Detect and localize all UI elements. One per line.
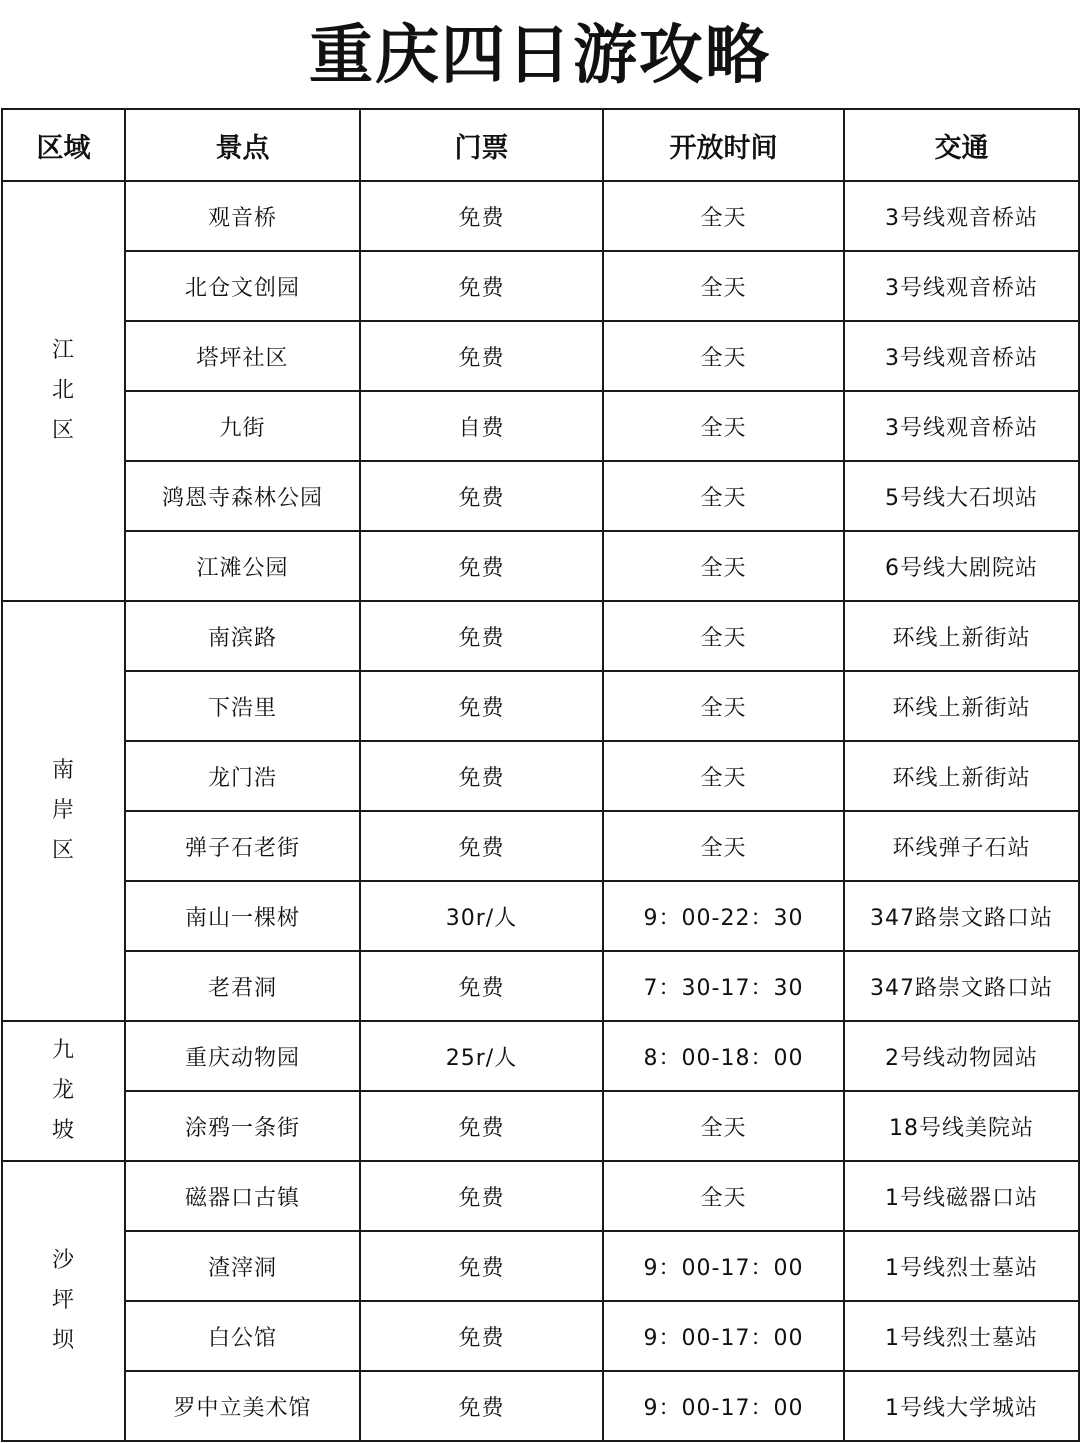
table-row (2, 321, 1079, 391)
hours-cell: 9：00-17：00 (603, 1371, 844, 1441)
region-cell (2, 601, 125, 1021)
hours-cell: 9：00-22：30 (603, 881, 844, 951)
spot-cell: 罗中立美术馆 (125, 1371, 360, 1441)
ticket-cell: 免费 (360, 181, 603, 251)
table-row (2, 881, 1079, 951)
transport-cell: 18号线美院站 (844, 1091, 1079, 1161)
spot-cell: 龙门浩 (125, 741, 360, 811)
hours-cell: 全天 (603, 601, 844, 671)
hours-cell: 全天 (603, 391, 844, 461)
hours-cell: 全天 (603, 251, 844, 321)
ticket-cell: 自费 (360, 391, 603, 461)
ticket-cell: 免费 (360, 1231, 603, 1301)
region-name: 江北区 (51, 338, 75, 443)
ticket-cell: 免费 (360, 811, 603, 881)
transport-cell: 5号线大石坝站 (844, 461, 1079, 531)
transport-cell: 3号线观音桥站 (844, 391, 1079, 461)
ticket-cell: 免费 (360, 1371, 603, 1441)
table-row (2, 181, 1079, 251)
hours-cell: 全天 (603, 181, 844, 251)
spot-cell: 九街 (125, 391, 360, 461)
ticket-cell: 免费 (360, 601, 603, 671)
table-row (2, 531, 1079, 601)
ticket-cell: 25r/人 (360, 1021, 603, 1091)
header-ticket: 门票 (360, 109, 603, 181)
table-row (2, 1301, 1079, 1371)
region-name: 南岸区 (51, 758, 75, 863)
hours-cell: 全天 (603, 671, 844, 741)
region-cell (2, 181, 125, 601)
ticket-cell: 免费 (360, 531, 603, 601)
spot-cell: 江滩公园 (125, 531, 360, 601)
ticket-cell: 免费 (360, 321, 603, 391)
transport-cell: 2号线动物园站 (844, 1021, 1079, 1091)
header-transport: 交通 (844, 109, 1079, 181)
ticket-cell: 免费 (360, 741, 603, 811)
ticket-cell: 免费 (360, 1161, 603, 1231)
ticket-cell: 免费 (360, 251, 603, 321)
header-region: 区域 (2, 109, 125, 181)
region-cell (2, 1161, 125, 1441)
hours-cell: 9：00-17：00 (603, 1231, 844, 1301)
table-row (2, 391, 1079, 461)
region-name: 沙坪坝 (51, 1248, 75, 1353)
spot-cell: 观音桥 (125, 181, 360, 251)
transport-cell: 环线上新街站 (844, 601, 1079, 671)
table-row (2, 811, 1079, 881)
spot-cell: 磁器口古镇 (125, 1161, 360, 1231)
transport-cell: 1号线磁器口站 (844, 1161, 1079, 1231)
transport-cell: 环线上新街站 (844, 671, 1079, 741)
table-header-row (2, 109, 1079, 181)
table-row (2, 741, 1079, 811)
spot-cell: 北仓文创园 (125, 251, 360, 321)
itinerary-table (1, 108, 1080, 1442)
ticket-cell: 免费 (360, 951, 603, 1021)
spot-cell: 白公馆 (125, 1301, 360, 1371)
ticket-cell: 免费 (360, 671, 603, 741)
transport-cell: 6号线大剧院站 (844, 531, 1079, 601)
spot-cell: 塔坪社区 (125, 321, 360, 391)
spot-cell: 南山一棵树 (125, 881, 360, 951)
table-body (2, 181, 1079, 1441)
hours-cell: 全天 (603, 321, 844, 391)
spot-cell: 老君洞 (125, 951, 360, 1021)
table-row (2, 601, 1079, 671)
hours-cell: 7：30-17：30 (603, 951, 844, 1021)
spot-cell: 鸿恩寺森林公园 (125, 461, 360, 531)
ticket-cell: 30r/人 (360, 881, 603, 951)
transport-cell: 347路崇文路口站 (844, 951, 1079, 1021)
region-cell (2, 1021, 125, 1161)
table-row (2, 1021, 1079, 1091)
table-row (2, 1371, 1079, 1441)
hours-cell: 全天 (603, 741, 844, 811)
transport-cell: 3号线观音桥站 (844, 251, 1079, 321)
transport-cell: 347路崇文路口站 (844, 881, 1079, 951)
hours-cell: 全天 (603, 461, 844, 531)
table-row (2, 1231, 1079, 1301)
transport-cell: 1号线烈士墓站 (844, 1301, 1079, 1371)
spot-cell: 渣滓洞 (125, 1231, 360, 1301)
hours-cell: 全天 (603, 811, 844, 881)
hours-cell: 9：00-17：00 (603, 1301, 844, 1371)
transport-cell: 环线上新街站 (844, 741, 1079, 811)
spot-cell: 弹子石老街 (125, 811, 360, 881)
header-hours: 开放时间 (603, 109, 844, 181)
transport-cell: 3号线观音桥站 (844, 181, 1079, 251)
ticket-cell: 免费 (360, 461, 603, 531)
spot-cell: 下浩里 (125, 671, 360, 741)
transport-cell: 1号线烈士墓站 (844, 1231, 1079, 1301)
hours-cell: 8：00-18：00 (603, 1021, 844, 1091)
transport-cell: 1号线大学城站 (844, 1371, 1079, 1441)
table-row (2, 951, 1079, 1021)
table-row (2, 251, 1079, 321)
ticket-cell: 免费 (360, 1301, 603, 1371)
hours-cell: 全天 (603, 531, 844, 601)
hours-cell: 全天 (603, 1161, 844, 1231)
table-row (2, 1161, 1079, 1231)
spot-cell: 涂鸦一条街 (125, 1091, 360, 1161)
ticket-cell: 免费 (360, 1091, 603, 1161)
hours-cell: 全天 (603, 1091, 844, 1161)
header-spot: 景点 (125, 109, 360, 181)
table-row (2, 1091, 1079, 1161)
spot-cell: 重庆动物园 (125, 1021, 360, 1091)
page-title: 重庆四日游攻略 (309, 19, 771, 93)
transport-cell: 环线弹子石站 (844, 811, 1079, 881)
transport-cell: 3号线观音桥站 (844, 321, 1079, 391)
spot-cell: 南滨路 (125, 601, 360, 671)
region-name: 九龙坡 (51, 1038, 75, 1143)
table-row (2, 461, 1079, 531)
table-row (2, 671, 1079, 741)
